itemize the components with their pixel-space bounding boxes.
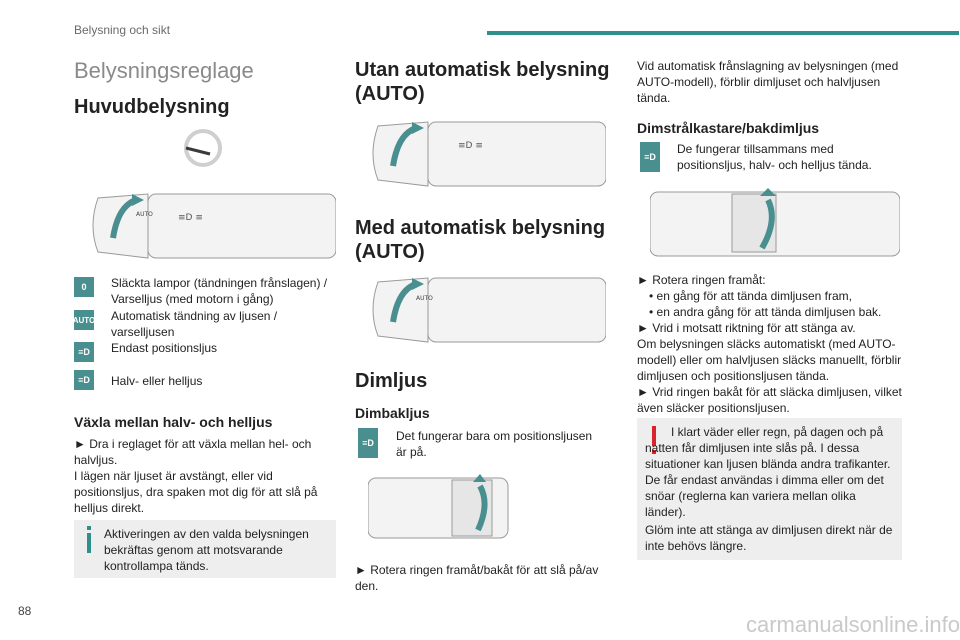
rear-fog-icon: ≡D bbox=[358, 428, 378, 458]
step-2: ► Vrid i motsatt riktning för att stänga av. bbox=[637, 321, 856, 335]
fog-front-rear-text: De fungerar tillsammans med positionsljus, halv- och helljus tända. bbox=[677, 142, 872, 172]
section-title-fog: Dimljus bbox=[355, 370, 428, 392]
info-note bbox=[74, 520, 336, 578]
warning-note bbox=[637, 418, 902, 560]
step-1a: • en gång för att tända dimljusen fram, bbox=[649, 289, 852, 303]
stalk-illustration-fog-front bbox=[650, 186, 900, 266]
list-item-auto: Automatisk tändning av ljusen / varselljusen bbox=[111, 309, 278, 339]
step-3: Om belysningen släcks automatiskt (med AUTO-modell) eller om halvljusen släcks manuellt, förblir dimljusen och positionsljusen tända. bbox=[637, 337, 902, 383]
rear-fog-text: Det fungerar bara om positionsljusen är på. bbox=[396, 429, 593, 459]
warning-text: I klart väder eller regn, på dagen och på natten får dimljusen inte slås på. I dessa situationer kan ljusen blända andra trafikanter. De får endast användas i dimma eller om det snöar (reglerna kan variera mellan olika länder). bbox=[645, 425, 891, 519]
section-title-main-lights: Huvudbelysning bbox=[74, 96, 230, 118]
info-note-text: Aktiveringen av den valda belysningen bekräftas genom att motsvarande kontrollampa tänds. bbox=[104, 527, 309, 573]
list-item-beam: Halv- eller helljus bbox=[111, 374, 203, 388]
info-icon bbox=[84, 526, 94, 554]
auto-icon: AUTO bbox=[74, 310, 94, 330]
page-number: 88 bbox=[18, 604, 32, 618]
list-item-off: Släckta lampor (tändningen frånslagen) / Varselljus (med motorn i gång) bbox=[111, 276, 328, 306]
section-header: Belysning och sikt bbox=[74, 23, 171, 37]
stalk-illustration-main bbox=[88, 188, 336, 264]
svg-text:≡D ≡: ≡D ≡ bbox=[178, 213, 203, 223]
stalk-illustration-manual bbox=[368, 116, 606, 192]
step-1: ► Rotera ringen framåt: bbox=[637, 273, 766, 287]
page-title: Belysningsreglage bbox=[74, 58, 254, 83]
rear-fog-heading: Dimbakljus bbox=[355, 405, 430, 421]
stalk-illustration-auto bbox=[368, 272, 606, 348]
low-high-beam-icon: ≡D bbox=[74, 370, 94, 390]
section-title-manual: Utan automatisk belysning (AUTO) bbox=[355, 59, 610, 105]
fog-front-rear-heading: Dimstrålkastare/bakdimljus bbox=[637, 120, 820, 136]
watermark: carmanualsonline.info bbox=[745, 612, 960, 637]
position-light-icon: ≡D bbox=[74, 342, 94, 362]
svg-text:≡D ≡: ≡D ≡ bbox=[458, 141, 483, 151]
list-item-position: Endast positionsljus bbox=[111, 341, 218, 355]
step-4: ► Vrid ringen bakåt för att släcka dimljusen, vilket även släcker positionsljusen. bbox=[637, 385, 902, 415]
warning-text-2: Glöm inte att stänga av dimljusen direkt när de inte behövs längre. bbox=[645, 523, 893, 553]
rotate-instruction: ► Rotera ringen framåt/bakåt för att slå på/av den. bbox=[355, 563, 599, 593]
toggle-step: ► Dra i reglaget för att växla mellan hel- och halvljus. bbox=[74, 437, 312, 467]
svg-text:AUTO: AUTO bbox=[136, 211, 153, 218]
fog-intro: Vid automatisk frånslagning av belysningen (med AUTO-modell), förblir dimljuset och halvljusen tända. bbox=[637, 59, 899, 105]
section-title-auto: Med automatisk belysning (AUTO) bbox=[355, 217, 606, 263]
front-rear-fog-icon: ≡D bbox=[640, 142, 660, 172]
toggle-heading: Växla mellan halv- och helljus bbox=[74, 414, 273, 430]
svg-text:AUTO: AUTO bbox=[416, 295, 433, 302]
step-1b: • en andra gång för att tända dimljusen bak. bbox=[649, 305, 882, 319]
steering-wheel-icon bbox=[180, 128, 226, 168]
header-accent-bar bbox=[487, 31, 959, 35]
toggle-text: I lägen när ljuset är avstängt, eller vid positionsljus, dra spaken mot dig för att slå på helljus direkt. bbox=[74, 469, 318, 515]
off-icon: 0 bbox=[74, 277, 94, 297]
stalk-illustration-fog-rear bbox=[368, 474, 606, 544]
